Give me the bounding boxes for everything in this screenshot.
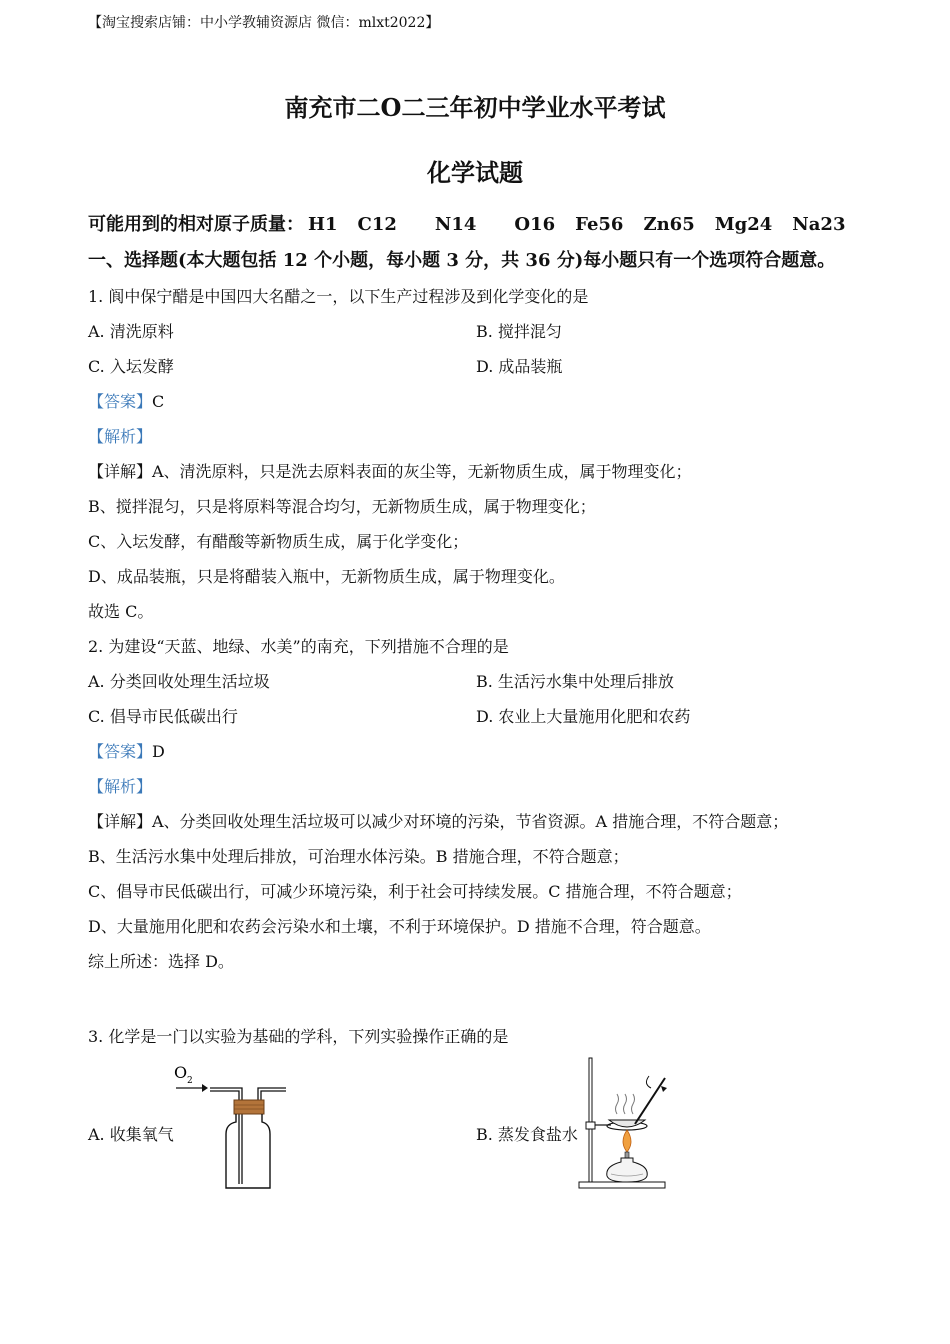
atomic-mass-item: H1 xyxy=(308,214,338,235)
question-1-option-d: D. 成品装瓶 xyxy=(476,357,563,376)
question-3-option-a: A. 收集氧气 xyxy=(88,1125,174,1144)
answer-label: 【答案】 xyxy=(88,392,153,411)
question-2-stem: 2. 为建设“天蓝、地绿、水美”的南充，下列措施不合理的是 xyxy=(88,637,509,656)
question-2-option-c: C. 倡导市民低碳出行 xyxy=(88,707,238,726)
oxygen-label: O xyxy=(174,1063,188,1082)
answer-label: 【答案】 xyxy=(88,742,153,761)
question-3-stem: 3. 化学是一门以实验为基础的学科，下列实验操作正确的是 xyxy=(88,1027,509,1046)
atomic-mass-item: Fe56 xyxy=(575,214,624,235)
header-note: 【淘宝搜索店铺：中小学教辅资源店 微信：mlxt2022】 xyxy=(88,15,440,31)
evaporating-dish xyxy=(609,1120,645,1127)
question-1-analysis-label: 【解析】 xyxy=(88,427,153,446)
atomic-mass-line xyxy=(88,210,865,236)
arrow-head-icon xyxy=(202,1084,208,1092)
question-1-option-a: A. 清洗原料 xyxy=(88,322,174,341)
question-1-detail: 【详解】A、清洗原料，只是洗去原料表面的灰尘等，无新物质生成，属于物理变化； xyxy=(88,462,692,481)
answer-value: C xyxy=(152,392,165,411)
atomic-mass-label: 可能用到的相对原子质量： xyxy=(88,214,304,235)
question-1-detail: C、入坛发酵，有醋酸等新物质生成，属于化学变化； xyxy=(88,532,469,551)
question-2-answer xyxy=(88,739,165,762)
iron-stand-base xyxy=(579,1182,665,1188)
question-2-option-b: B. 生活污水集中处理后排放 xyxy=(476,672,674,691)
page-title: 南充市二O二三年初中学业水平考试 xyxy=(284,93,666,122)
section-heading: 一、选择题(本大题包括 12 个小题，每小题 3 分，共 36 分)每小题只有一个选项符合题意。 xyxy=(88,250,836,271)
atomic-mass-item: Zn65 xyxy=(643,214,695,235)
rubber-stopper xyxy=(234,1100,264,1114)
alcohol-lamp xyxy=(607,1158,647,1182)
glass-rod xyxy=(635,1078,665,1124)
question-2-conclusion: 综上所述：选择 D。 xyxy=(88,952,234,971)
question-2-analysis-label: 【解析】 xyxy=(88,777,153,796)
question-1-option-c: C. 入坛发酵 xyxy=(88,357,174,376)
evaporation-setup-figure xyxy=(575,1052,675,1194)
question-1-detail: B、搅拌混匀，只是将原料等混合均匀，无新物质生成，属于物理变化； xyxy=(88,497,596,516)
question-2-detail: B、生活污水集中处理后排放，可治理水体污染。B 措施合理，不符合题意； xyxy=(88,847,629,866)
atomic-mass-item: N14 xyxy=(434,214,477,235)
page-subtitle: 化学试题 xyxy=(427,158,523,187)
atomic-mass-item: O16 xyxy=(514,214,556,235)
question-2-option-d: D. 农业上大量施用化肥和农药 xyxy=(476,707,691,726)
gas-bottle xyxy=(226,1114,270,1188)
question-1-answer xyxy=(88,389,164,412)
gas-collection-bottle-figure xyxy=(170,1058,295,1193)
atomic-mass-item: Mg24 xyxy=(714,214,773,235)
answer-value: D xyxy=(152,742,165,761)
question-2-detail: D、大量施用化肥和农药会污染水和土壤，不利于环境保护。D 措施不合理，符合题意。 xyxy=(88,917,711,936)
atomic-mass-item: C12 xyxy=(357,214,397,235)
question-2-detail: 【详解】A、分类回收处理生活垃圾可以减少对环境的污染，节省资源。A 措施合理，不符合题意； xyxy=(88,812,789,831)
oxygen-subscript: 2 xyxy=(187,1076,193,1086)
question-1-conclusion: 故选 C。 xyxy=(88,602,154,621)
question-1-stem: 1. 阆中保宁醋是中国四大名醋之一，以下生产过程涉及到化学变化的是 xyxy=(88,287,589,306)
question-3-option-b: B. 蒸发食盐水 xyxy=(476,1125,578,1144)
atomic-mass-item: Na23 xyxy=(792,214,846,235)
question-1-detail: D、成品装瓶，只是将醋装入瓶中，无新物质生成，属于物理变化。 xyxy=(88,567,565,586)
question-2-detail: C、倡导市民低碳出行，可减少环境污染，利于社会可持续发展。C 措施合理，不符合题意； xyxy=(88,882,742,901)
question-2-option-a: A. 分类回收处理生活垃圾 xyxy=(88,672,270,691)
question-1-option-b: B. 搅拌混匀 xyxy=(476,322,562,341)
flame-icon xyxy=(623,1130,631,1152)
